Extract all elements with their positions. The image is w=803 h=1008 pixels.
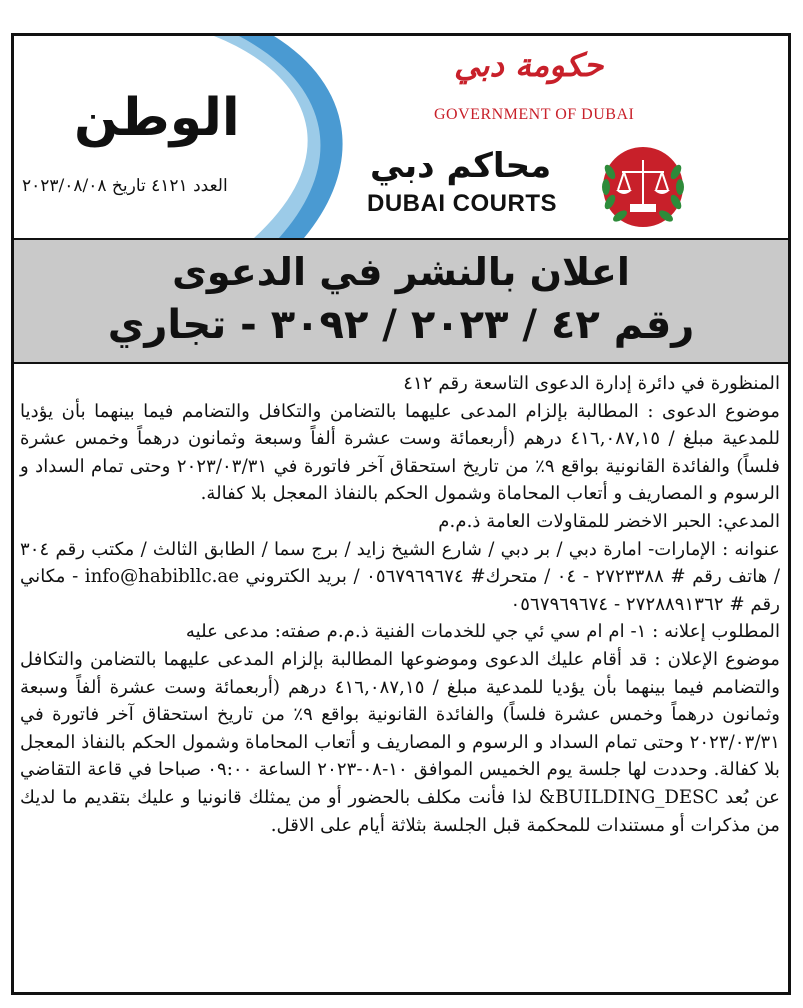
courts-name-ar: محاكم دبي	[370, 146, 552, 186]
government-name-ar: حكومة دبي	[454, 46, 604, 84]
paragraph-circuit: المنظورة في دائرة إدارة الدعوى التاسعة رقم ٤١٢	[403, 373, 780, 394]
newspaper-logo: الوطن	[74, 88, 240, 148]
notice-header	[14, 36, 788, 238]
notice-body	[20, 370, 780, 839]
government-name-en: GOVERNMENT OF DUBAI	[434, 106, 635, 123]
case-number: رقم ٤٢ / ٢٠٢٣ / ٣٠٩٢ - تجاري	[107, 302, 695, 348]
paragraph-plaintiff: المدعي: الحبر الاخضر للمقاولات العامة ذ.م.م	[438, 510, 780, 532]
notice-title-banner	[14, 238, 788, 364]
legal-notice-frame	[11, 33, 791, 995]
paragraph-plaintiff-address: عنوانه : الإمارات- امارة دبي / بر دبي / شارع الشيخ زايد / برج سما / الطابق الثالث / مكتب رقم ٣٠٤ / هاتف رقم # ٢٧٢٣٣٨٨ - ٠٤ / متحرك# ٠٥٦٧٩٦٩٦٧٤ / بريد الكتروني info@habibllc.ae - مكاني رقم # ٢٧٢٨٨٩١٣٦٢ - ٠٥٦٧٩٦٩٦٧٤	[20, 538, 780, 615]
paragraph-case-subject: موضوع الدعوى : المطالبة بإلزام المدعى عليهما بالتضامن والتكافل والتضامم فيما بينهما بأن يؤديا للمدعية مبلغ / ٤١٦,٠٨٧,١٥ درهم (أربعمائة وست عشرة ألفاً وسبعة وثمانون درهماً وخمس عشرة فلساً) والفائدة القانونية بواقع ٩٪ من تاريخ استحقاق آخر فاتورة في ٢٠٢٣/٠٣/٣١ وحتى تمام السداد و الرسوم و المصاريف و أتعاب المحاماة وشمول الحكم بالنفاذ المعجل بلا كفالة.	[20, 400, 780, 505]
paragraph-defendant: المطلوب إعلانه : ١- ام ام سي ئي جي للخدمات الفنية ذ.م.م صفته: مدعى عليه	[185, 621, 780, 643]
paragraph-notice-subject: موضوع الإعلان : قد أقام عليك الدعوى وموضوعها المطالبة بإلزام المدعى عليهما بالتضامن والتكافل والتضامم فيما بينهما بأن يؤديا للمدعية مبلغ / ٤١٦,٠٨٧,١٥ درهم (أربعمائة وست عشرة ألفاً وسبعة وثمانون درهماً وخمس عشرة فلساً) والفائدة القانونية بواقع ٩٪ من تاريخ استحقاق آخر فاتورة في ٢٠٢٣/٠٣/٣١ وحتى تمام السداد و الرسوم و المصاريف و أتعاب المحاماة وشمول الحكم بالنفاذ المعجل بلا كفالة. وحددت لها جلسة يوم الخميس الموافق ١٠-٠٨-٢٠٢٣ الساعة ٠٩:٠٠ صباحا في قاعة التقاضي عن بُعد BUILDING_DESC& لذا فأنت مكلف بالحضور أو من يمثلك قانونيا و عليك بتقديم ما لديك من مذكرات أو مستندات للمحكمة قبل الجلسة بثلاثة أيام على الاقل.	[20, 648, 781, 836]
courts-name-en: DUBAI COURTS	[367, 190, 557, 217]
dubai-courts-emblem-icon	[598, 142, 688, 232]
notice-title: اعلان بالنشر في الدعوى	[172, 250, 630, 294]
issue-date-line: العدد ٤١٢١ تاريخ ٢٠٢٣/٠٨/٠٨	[22, 176, 228, 196]
